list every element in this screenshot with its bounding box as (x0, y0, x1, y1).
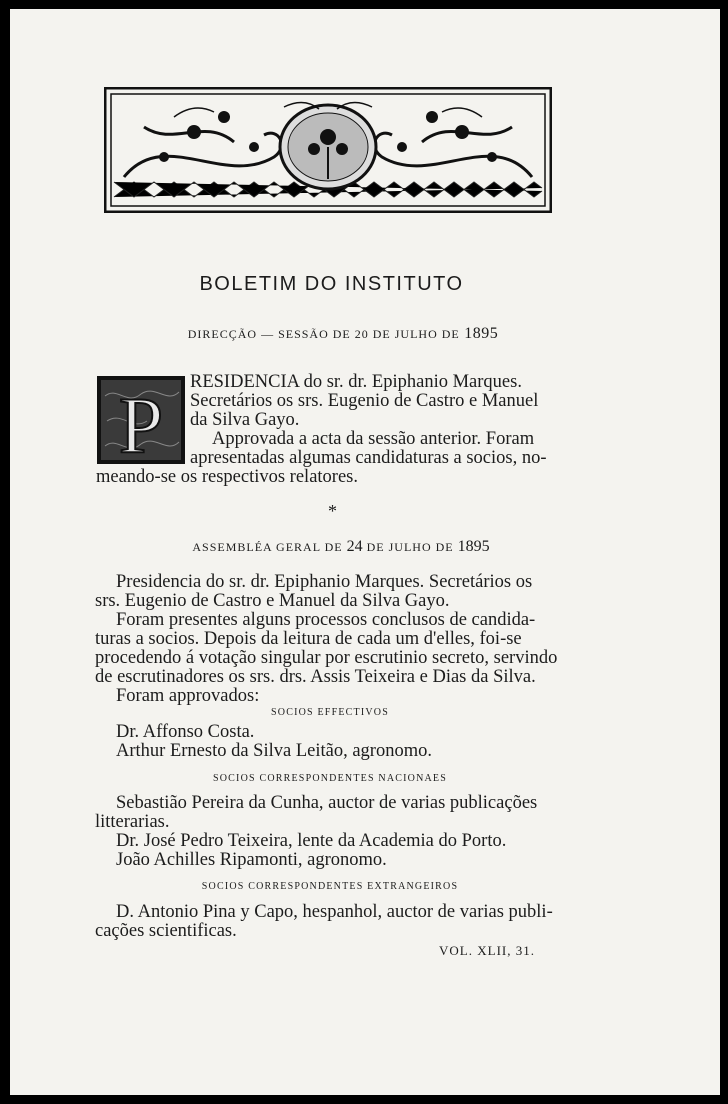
nacionaes-line: litterarias. (95, 812, 170, 832)
assembly-line: Foram presentes alguns processos conclusos de candida- (116, 610, 536, 630)
assembly-line: Foram approvados: (116, 686, 260, 706)
effectivos-heading: SOCIOS EFFECTIVOS (271, 707, 389, 718)
dropcap-ornament (97, 376, 185, 464)
session-line: Approvada a acta da sessão anterior. Foram (212, 429, 535, 449)
session-line: da Silva Gayo. (190, 410, 300, 430)
extrangeiros-heading: SOCIOS CORRESPONDENTES EXTRANGEIROS (201, 881, 459, 892)
nacionaes-heading: SOCIOS CORRESPONDENTES NACIONAES (213, 773, 447, 784)
assembly-line: srs. Eugenio de Castro e Manuel da Silva Gayo. (95, 591, 450, 611)
assembly-line: procedendo á votação singular por escrutinio secreto, servindo (95, 648, 558, 668)
session-line: meando-se os respectivos relatores. (96, 467, 358, 487)
session-label: DIRECÇÃO — SESSÃO DE 20 DE JULHO DE (187, 327, 460, 341)
nacionaes-line: Sebastião Pereira da Cunha, auctor de varias publicações (116, 793, 538, 813)
extrangeiros-line: D. Antonio Pina y Capo, hespanhol, auctor de varias publi- (116, 902, 553, 922)
session-line: RESIDENCIA do sr. dr. Epiphanio Marques. (190, 372, 522, 392)
dropcap-letter: P (118, 382, 164, 464)
extrangeiros-line: cações scientificas. (95, 921, 237, 941)
page-title: BOLETIM DO INSTITUTO (199, 273, 464, 295)
folio: VOL. XLII, 31. (439, 943, 535, 958)
session-heading (10, 325, 676, 343)
assembly-year: 1895 (457, 538, 490, 555)
assembly-label-2: DE JULHO DE (366, 540, 454, 554)
session-line: Secretários os srs. Eugenio de Castro e Manuel (190, 391, 539, 411)
separator-asterisk: * (328, 501, 337, 521)
assembly-label: ASSEMBLÉA GERAL DE (192, 540, 343, 554)
assembly-line: turas a socios. Depois da leitura de cada um d'elles, foi-se (95, 629, 522, 649)
nacionaes-line: João Achilles Ripamonti, agronomo. (116, 850, 387, 870)
assembly-line: Presidencia do sr. dr. Epiphanio Marques. Secretários os (116, 572, 533, 592)
effectivo-item: Arthur Ernesto da Silva Leitão, agronomo. (116, 741, 432, 761)
session-year: 1895 (464, 325, 499, 342)
assembly-line: de escrutinadores os srs. drs. Assis Teixeira e Dias da Silva. (95, 667, 536, 687)
session-line: apresentadas algumas candidaturas a socios, no- (190, 448, 547, 468)
assembly-day: 24 (346, 538, 363, 555)
assembly-heading (10, 538, 672, 556)
nacionaes-line: Dr. José Pedro Teixeira, lente da Academia do Porto. (116, 831, 507, 851)
page (10, 9, 720, 1095)
header-ornament (104, 87, 552, 213)
effectivo-item: Dr. Affonso Costa. (116, 722, 255, 742)
